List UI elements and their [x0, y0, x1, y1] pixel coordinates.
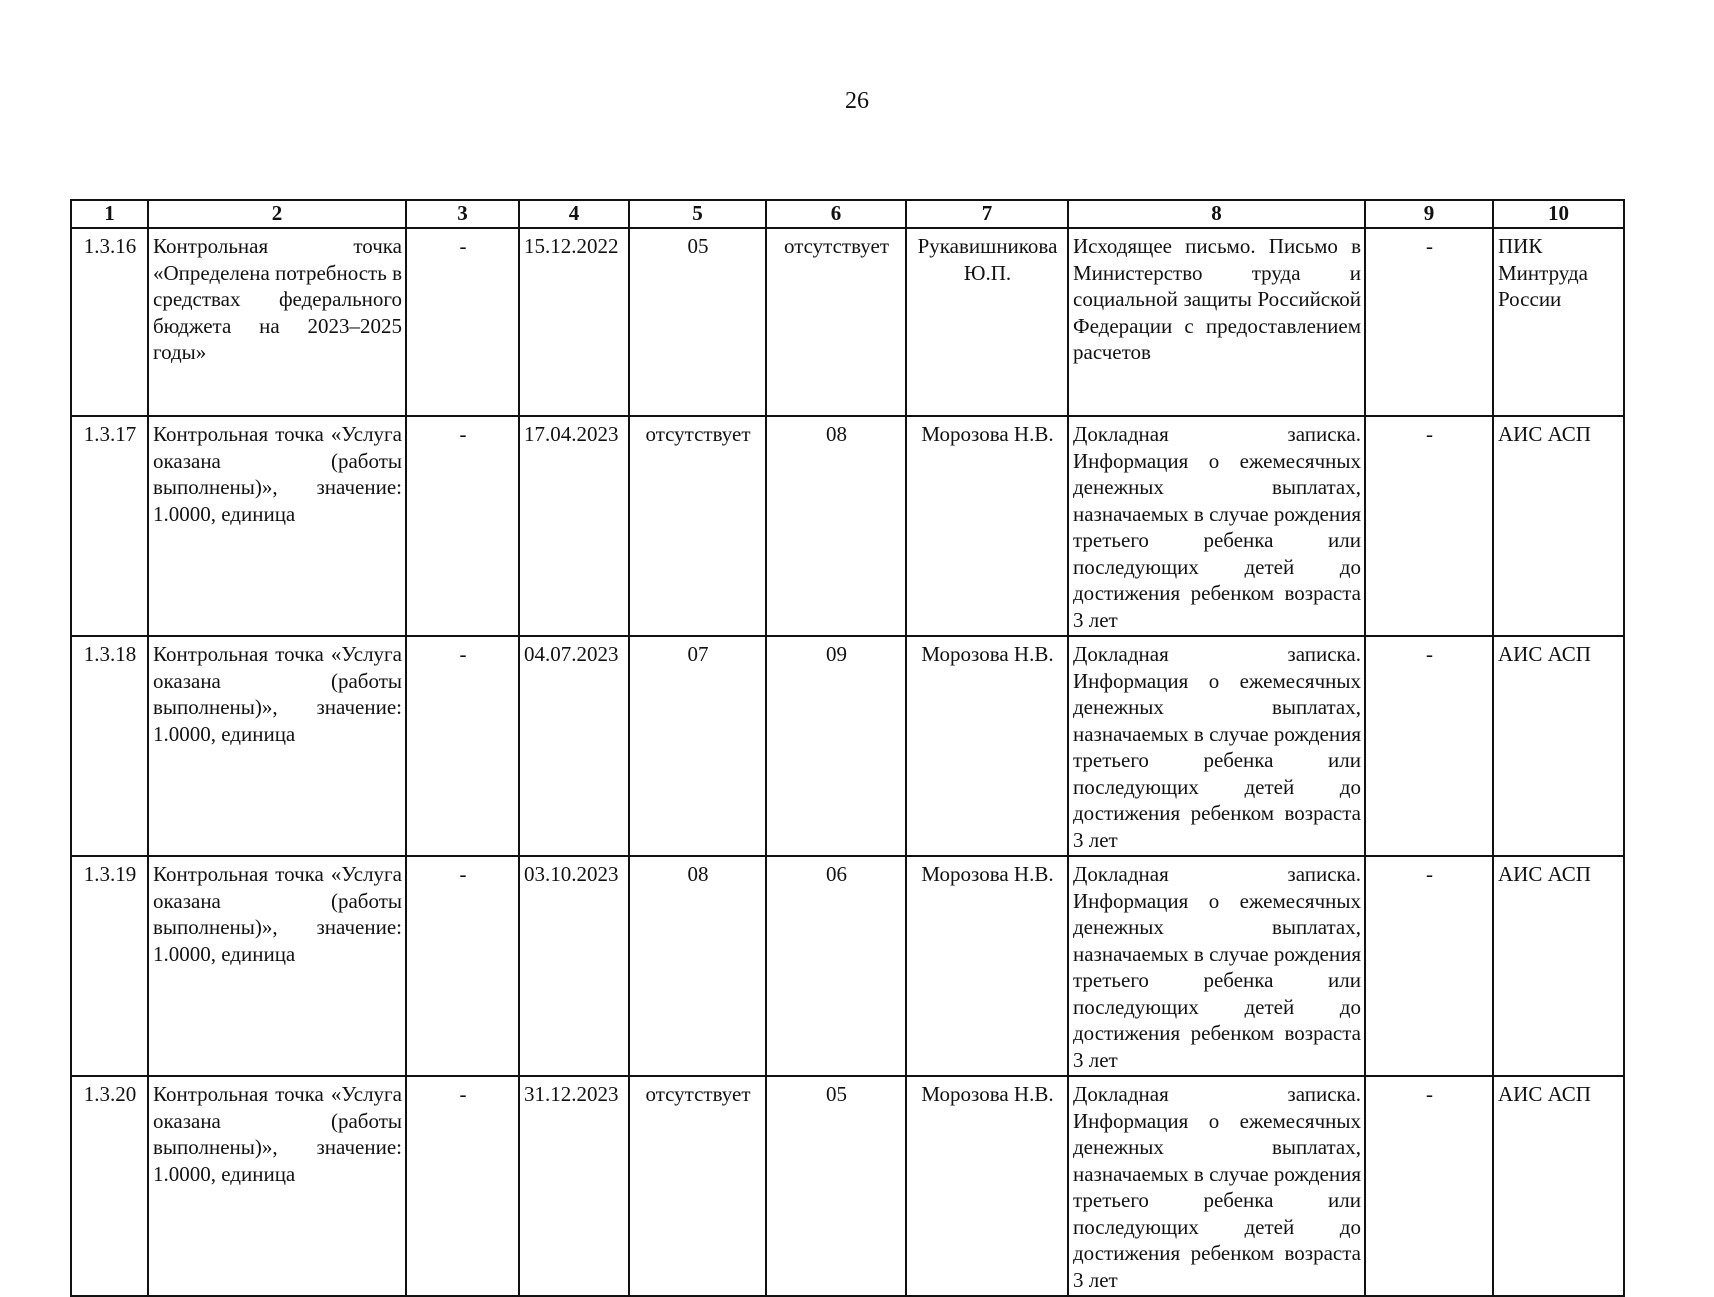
header-cell: 1: [71, 200, 148, 228]
col3-value: -: [406, 856, 519, 1076]
col6-value: 09: [766, 636, 906, 856]
result-document: Докладная записка. Информация о ежемесячных денежных выплатах, назначаемых в случае рождения третьего ребенка или последующих детей до достижения ребенком возраста 3 лет: [1068, 1076, 1365, 1296]
header-cell: 4: [519, 200, 629, 228]
info-system: АИС АСП: [1493, 636, 1624, 856]
col3-value: -: [406, 228, 519, 416]
item-number: 1.3.20: [71, 1076, 148, 1296]
col3-value: -: [406, 1076, 519, 1296]
info-system: АИС АСП: [1493, 416, 1624, 636]
due-date: 31.12.2023: [519, 1076, 629, 1296]
due-date: 17.04.2023: [519, 416, 629, 636]
col9-value: -: [1365, 636, 1493, 856]
table-row: [71, 856, 1624, 1076]
col9-value: -: [1365, 1076, 1493, 1296]
responsible-person: Рукавишникова Ю.П.: [906, 228, 1068, 416]
col6-value: 05: [766, 1076, 906, 1296]
col3-value: -: [406, 416, 519, 636]
item-number: 1.3.18: [71, 636, 148, 856]
header-cell: 7: [906, 200, 1068, 228]
item-description: Контрольная точка «Услуга оказана (работы выполнены)», значение: 1.0000, единица: [148, 856, 406, 1076]
info-system: ПИК Минтруда России: [1493, 228, 1624, 416]
item-description: Контрольная точка «Услуга оказана (работы выполнены)», значение: 1.0000, единица: [148, 1076, 406, 1296]
due-date: 04.07.2023: [519, 636, 629, 856]
col3-value: -: [406, 636, 519, 856]
header-cell: 8: [1068, 200, 1365, 228]
header-cell: 5: [629, 200, 766, 228]
page-number: 26: [845, 88, 869, 114]
header-cell: 3: [406, 200, 519, 228]
info-system: АИС АСП: [1493, 856, 1624, 1076]
item-number: 1.3.19: [71, 856, 148, 1076]
col5-value: 05: [629, 228, 766, 416]
col9-value: -: [1365, 856, 1493, 1076]
item-description: Контрольная точка «Услуга оказана (работы выполнены)», значение: 1.0000, единица: [148, 416, 406, 636]
header-row: [71, 200, 1624, 228]
responsible-person: Морозова Н.В.: [906, 636, 1068, 856]
col6-value: отсутствует: [766, 228, 906, 416]
col6-value: 08: [766, 416, 906, 636]
responsible-person: Морозова Н.В.: [906, 856, 1068, 1076]
item-number: 1.3.17: [71, 416, 148, 636]
table-row: [71, 636, 1624, 856]
col9-value: -: [1365, 416, 1493, 636]
result-document: Докладная записка. Информация о ежемесячных денежных выплатах, назначаемых в случае рождения третьего ребенка или последующих детей до достижения ребенком возраста 3 лет: [1068, 416, 1365, 636]
header-cell: 2: [148, 200, 406, 228]
responsible-person: Морозова Н.В.: [906, 416, 1068, 636]
item-number: 1.3.16: [71, 228, 148, 416]
header-cell: 9: [1365, 200, 1493, 228]
table-row: [71, 416, 1624, 636]
responsible-person: Морозова Н.В.: [906, 1076, 1068, 1296]
item-description: Контрольная точка «Определена потребность в средствах федерального бюджета на 2023–2025 годы»: [148, 228, 406, 416]
info-system: АИС АСП: [1493, 1076, 1624, 1296]
col5-value: отсутствует: [629, 1076, 766, 1296]
header-cell: 10: [1493, 200, 1624, 228]
col5-value: отсутствует: [629, 416, 766, 636]
due-date: 03.10.2023: [519, 856, 629, 1076]
table-row: [71, 1076, 1624, 1296]
col5-value: 08: [629, 856, 766, 1076]
col6-value: 06: [766, 856, 906, 1076]
result-document: Докладная записка. Информация о ежемесячных денежных выплатах, назначаемых в случае рождения третьего ребенка или последующих детей до достижения ребенком возраста 3 лет: [1068, 636, 1365, 856]
result-document: Докладная записка. Информация о ежемесячных денежных выплатах, назначаемых в случае рождения третьего ребенка или последующих детей до достижения ребенком возраста 3 лет: [1068, 856, 1365, 1076]
col5-value: 07: [629, 636, 766, 856]
due-date: 15.12.2022: [519, 228, 629, 416]
header-cell: 6: [766, 200, 906, 228]
result-document: Исходящее письмо. Письмо в Министерство труда и социальной защиты Российской Федерации с предоставлением расчетов: [1068, 228, 1365, 416]
item-description: Контрольная точка «Услуга оказана (работы выполнены)», значение: 1.0000, единица: [148, 636, 406, 856]
control-points-table: [70, 199, 1625, 1297]
col9-value: -: [1365, 228, 1493, 416]
table-row: [71, 228, 1624, 416]
